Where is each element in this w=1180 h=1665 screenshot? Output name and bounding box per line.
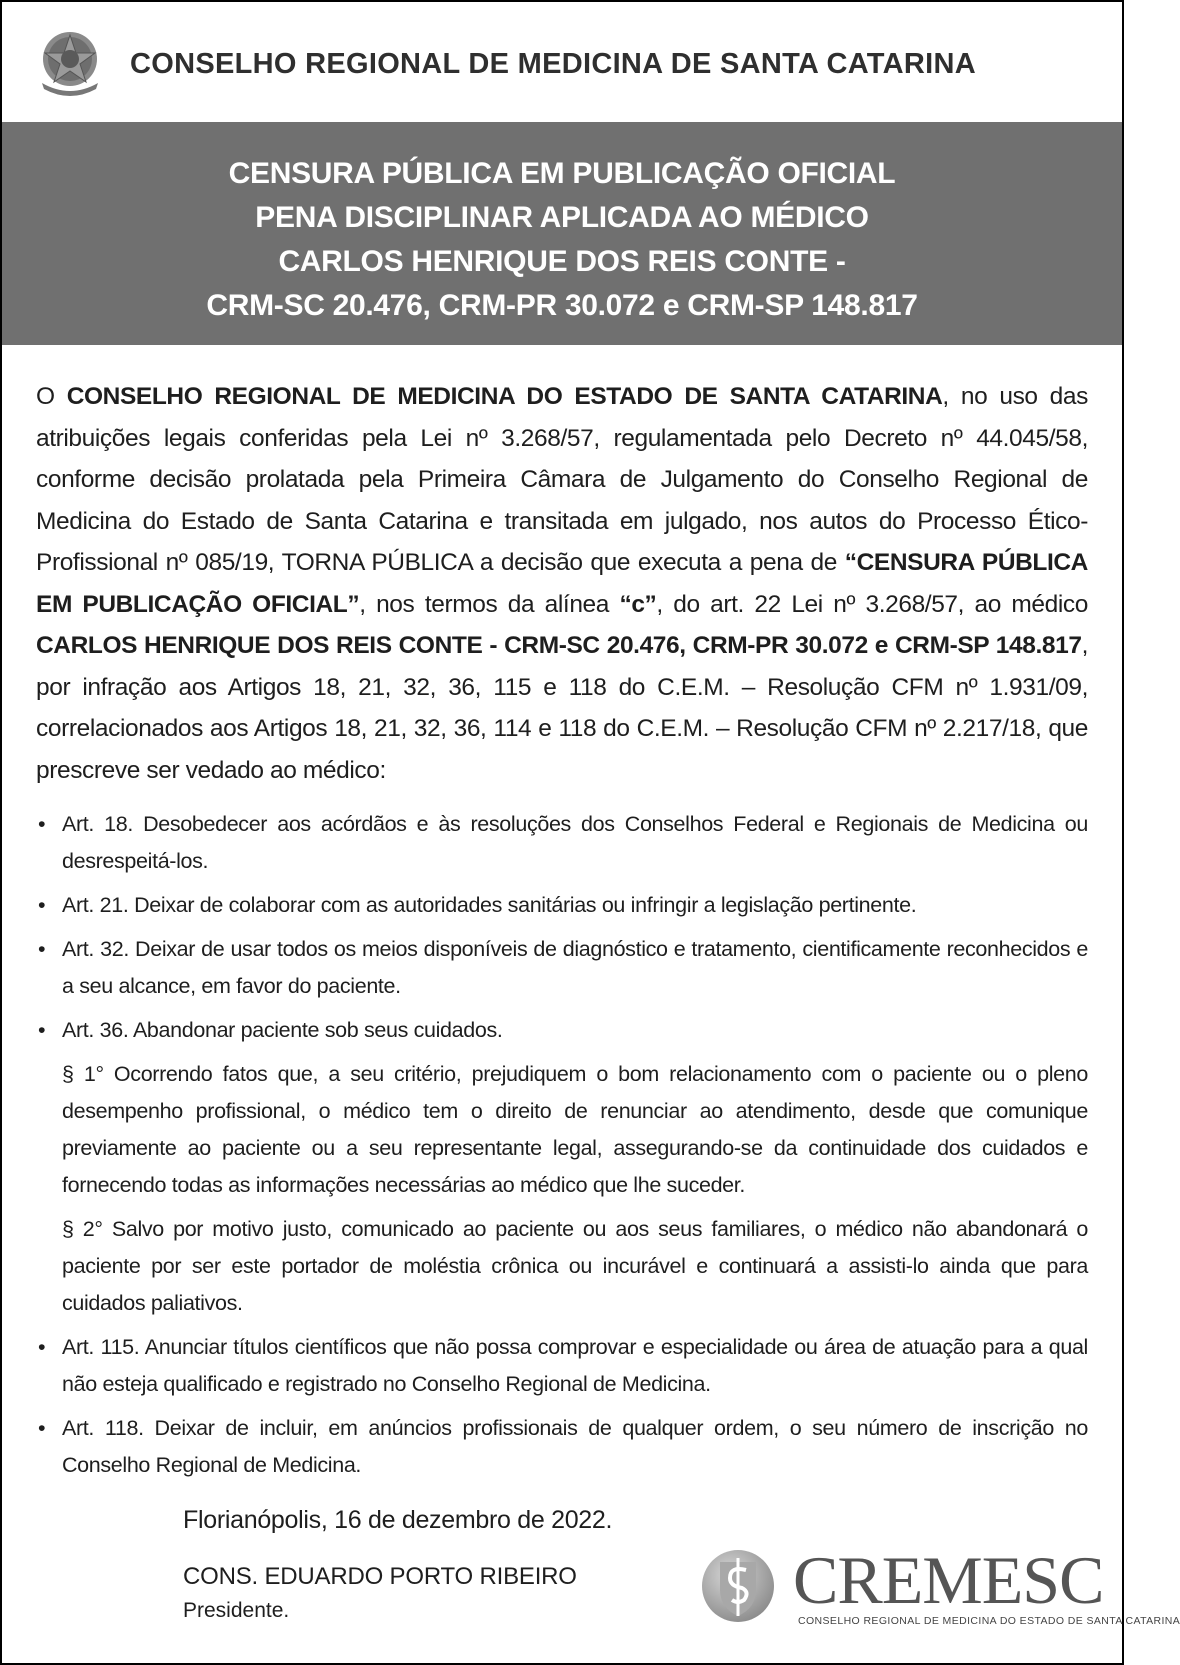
article-text: Art. 36. Abandonar paciente sob seus cuidados.: [62, 1018, 503, 1042]
article-text: Art. 18. Desobedecer aos acórdãos e às resoluções dos Conselhos Federal e Regionais de Medicina ou desrespeitá-los.: [62, 812, 1088, 873]
paragraph-1: § 1° Ocorrendo fatos que, a seu critério, prejudiquem o bom relacionamento com o paciente ou o pleno desempenho profissional, o médico tem o direito de renunciar ao atendimento, desde que comunique previamente ao paciente ou a seu representante legal, assegurando-se da continuidade dos cuidados e fornecendo todas as informações necessárias ao médico que lhe suceder.: [62, 1062, 1088, 1197]
list-item: [36, 806, 1088, 880]
text: , no uso das atribuições legais conferidas pela Lei nº 3.268/57, regulamentada pelo Decreto nº 44.045/58, conforme decisão prolatada pela Primeira Câmara de Julgamento do Conselho Regional de Medicina do Estado de Santa Catarina e transitada em julgado, nos autos do Processo Ético-Profissional nº 085/19, TORNA PÚBLICA a decisão que executa a pena de: [36, 383, 1088, 576]
article-text: Art. 115. Anunciar títulos científicos que não possa comprovar e especialidade ou área de atuação para a qual não esteja qualificado e registrado no Conselho Regional de Medicina.: [62, 1335, 1088, 1396]
text: , nos termos da alínea: [359, 590, 620, 618]
list-item: [36, 887, 1088, 924]
article-text: Art. 32. Deixar de usar todos os meios disponíveis de diagnóstico e tratamento, cientificamente reconhecidos e a seu alcance, em favor do paciente.: [62, 937, 1088, 998]
article-text: Art. 118. Deixar de incluir, em anúncios profissionais de qualquer ordem, o seu número de inscrição no Conselho Regional de Medicina.: [62, 1416, 1088, 1477]
banner-line: PENA DISCIPLINAR APLICADA AO MÉDICO: [255, 201, 869, 234]
banner-line: CENSURA PÚBLICA EM PUBLICAÇÃO OFICIAL: [228, 157, 896, 190]
caduceus-icon: [700, 1548, 776, 1624]
doctor-name: CARLOS HENRIQUE DOS REIS CONTE - CRM-SC 20.476, CRM-PR 30.072 e CRM-SP 148.817: [36, 632, 1082, 659]
council-name: CONSELHO REGIONAL DE MEDICINA DO ESTADO DE SANTA CATARINA: [66, 383, 943, 410]
bullet: •: [38, 893, 46, 917]
banner-line: CRM-SC 20.476, CRM-PR 30.072 e CRM-SP 148.817: [206, 289, 918, 322]
header-title: CONSELHO REGIONAL DE MEDICINA DE SANTA CATARINA: [130, 48, 976, 80]
bullet: •: [38, 1335, 46, 1359]
banner: [2, 122, 1122, 345]
alinea: “c”: [619, 590, 657, 618]
logo-wordmark: CREMESC: [793, 1542, 1104, 1618]
list-item: [36, 931, 1088, 1005]
bullet: •: [38, 1416, 46, 1440]
list-item: [36, 1012, 1088, 1049]
banner-line: CARLOS HENRIQUE DOS REIS CONTE -: [278, 245, 846, 278]
penalty-name: “CENSURA PÚBLICA EM PUBLICAÇÃO OFICIAL”: [36, 549, 1088, 618]
main-paragraph: [36, 376, 1088, 791]
list-item: [36, 1329, 1088, 1403]
bullet: •: [38, 812, 46, 836]
text: , por infração aos Artigos 18, 21, 32, 36, 115 e 118 do C.E.M. – Resolução CFM nº 1.931/09, correlacionados aos Artigos 18, 21, 32, 36, 114 e 118 do C.E.M. – Resolução CFM nº 2.217/18, que prescreve ser vedado ao médico:: [36, 632, 1088, 784]
text: O: [36, 383, 67, 410]
paragraph-2: § 2° Salvo por motivo justo, comunicado ao paciente ou aos seus familiares, o médico não abandonará o paciente por ser este portador de moléstia crônica ou incurável e continuará a assisti-lo ainda que para cuidados paliativos.: [62, 1217, 1088, 1315]
bullet: •: [38, 1018, 46, 1042]
signer-role: Presidente.: [183, 1599, 290, 1622]
text: , do art. 22 Lei nº 3.268/57, ao médico: [656, 590, 1088, 618]
articles-list: [36, 806, 1088, 1491]
place-date: Florianópolis, 16 de dezembro de 2022.: [183, 1506, 613, 1534]
brazil-coat-of-arms-icon: [34, 27, 106, 101]
list-item: [36, 1410, 1088, 1484]
bullet: •: [38, 937, 46, 961]
article-text: Art. 21. Deixar de colaborar com as autoridades sanitárias ou infringir a legislação pertinente.: [62, 893, 917, 917]
logo-subtitle: CONSELHO REGIONAL DE MEDICINA DO ESTADO DE SANTA CATARINA: [798, 1615, 1180, 1627]
signer-name: CONS. EDUARDO PORTO RIBEIRO: [183, 1563, 577, 1590]
